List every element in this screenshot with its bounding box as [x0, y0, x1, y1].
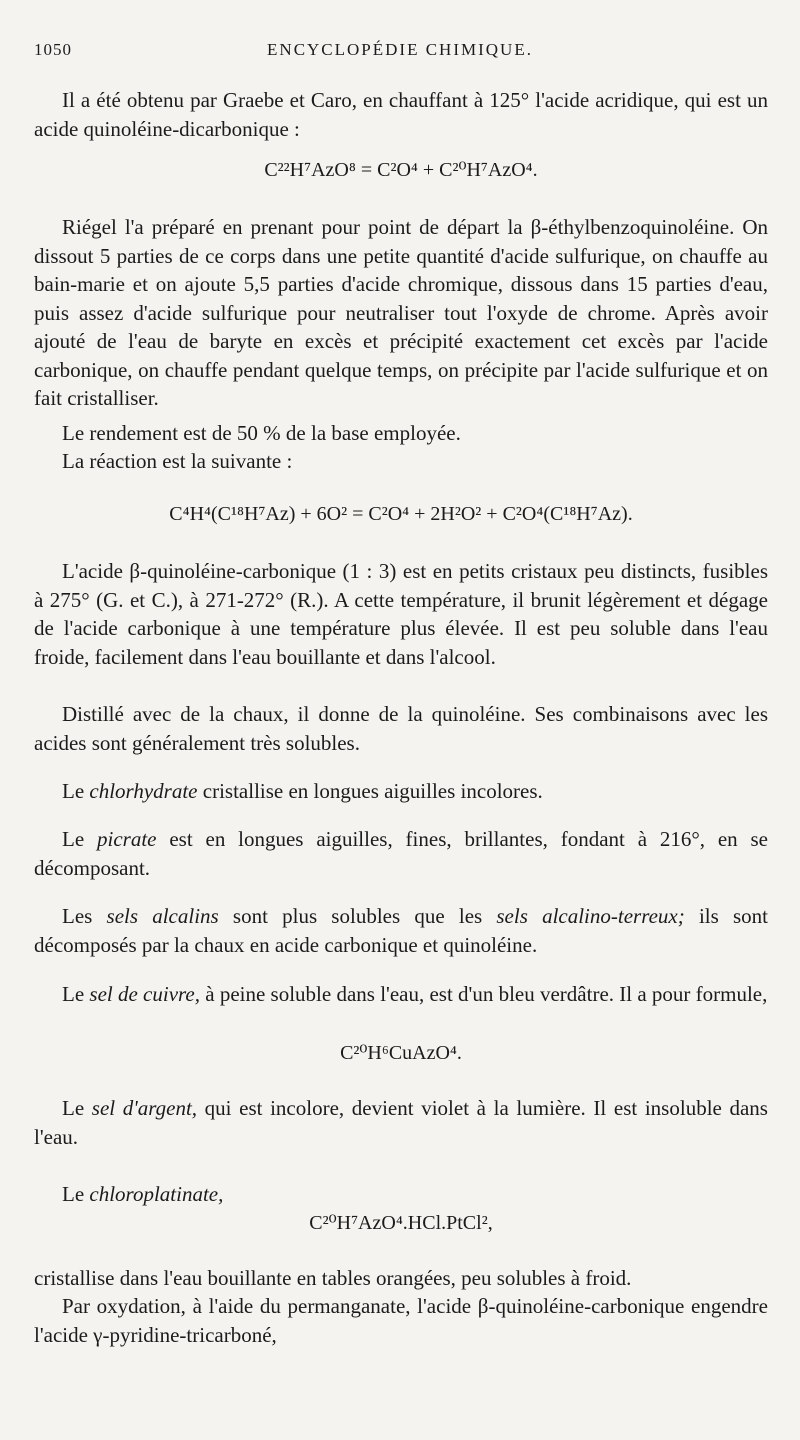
- page-header: [34, 40, 766, 68]
- paragraph-properties: [34, 557, 768, 671]
- paragraph-chloroplatinate: [34, 1180, 768, 1209]
- paragraph-origin: [34, 86, 768, 143]
- formula-1: C²²H⁷AzO⁸ = C²O⁴ + C²⁰H⁷AzO⁴.: [264, 159, 538, 181]
- paragraph-3: Le rendement est de 50 % de la base employée.: [62, 421, 461, 445]
- running-title: ENCYCLOPÉDIE CHIMIQUE.: [267, 40, 533, 59]
- paragraph-7: Le chlorhydrate cristallise en longues aiguilles incolores.: [62, 779, 543, 803]
- paragraph-11: Le sel d'argent, qui est incolore, devient violet à la lumière. Il est insoluble dans l'eau.: [34, 1096, 768, 1149]
- paragraph-distillation: [34, 700, 768, 757]
- paragraph-6: Distillé avec de la chaux, il donne de la quinoléine. Ses combinaisons avec les acides sont généralement très solubles.: [34, 702, 768, 755]
- paragraph-8: Le picrate est en longues aiguilles, fines, brillantes, fondant à 216°, en se décomposant.: [34, 827, 768, 880]
- paragraph-sel-argent: [34, 1094, 768, 1151]
- paragraph-9: Les sels alcalins sont plus solubles que les sels alcalino-terreux; ils sont décomposés par la chaux en acide carbonique et quinoléine.: [34, 904, 768, 957]
- formula-4: C²⁰H⁷AzO⁴.HCl.PtCl²,: [309, 1212, 493, 1234]
- paragraph-13: cristallise dans l'eau bouillante en tables orangées, peu solubles à froid.: [34, 1266, 632, 1290]
- paragraph-12: Le chloroplatinate,: [62, 1182, 224, 1206]
- formula-3: C²⁰H⁶CuAzO⁴.: [340, 1042, 462, 1064]
- paragraph-sels-alcalins: [34, 902, 768, 959]
- paragraph-5: L'acide β-quinoléine-carbonique (1 : 3) est en petits cristaux peu distincts, fusibles à 275° (G. et C.), à 271-272° (R.). A cette température, il brunit légèrement et dégage de l'acide carbonique à une température plus élevée. Il est peu soluble dans l'eau froide, facilement dans l'eau bouillante et dans l'alcool.: [34, 559, 768, 669]
- paragraph-sel-cuivre: [34, 980, 768, 1009]
- paragraph-chlorhydrate: [34, 777, 768, 806]
- paragraph-2: Riégel l'a préparé en prenant pour point de départ la β-éthylbenzoquinoléine. On dissout 5 parties de ce corps dans une petite quantité d'acide sulfurique, on chauffe au bain-marie et on ajoute 5,5 parties d'acide chromique, dissous dans 15 parties d'eau, puis assez d'acide sulfurique pour neutraliser tout l'oxyde de chrome. Après avoir ajouté de l'eau de baryte en excès et précipité exactement cet excès par l'acide carbonique, on chauffe pendant quelque temps, on précipite par l'acide sulfurique et on fait cristalliser.: [34, 215, 768, 410]
- paragraph-1: Il a été obtenu par Graebe et Caro, en chauffant à 125° l'acide acridique, qui est un acide quinoléine-dicarbonique :: [34, 88, 768, 141]
- paragraph-oxydation: [34, 1292, 768, 1349]
- paragraph-10: Le sel de cuivre, à peine soluble dans l'eau, est d'un bleu verdâtre. Il a pour formule,: [62, 982, 768, 1006]
- paragraph-reaction-intro: [34, 447, 768, 476]
- paragraph-4: La réaction est la suivante :: [62, 449, 293, 473]
- paragraph-picrate: [34, 825, 768, 882]
- paragraph-14: Par oxydation, à l'aide du permanganate, l'acide β-quinoléine-carbonique engendre l'acide γ-pyridine-tricarboné,: [34, 1294, 768, 1347]
- paragraph-yield: [34, 419, 768, 448]
- formula-2: C⁴H⁴(C¹⁸H⁷Az) + 6O² = C²O⁴ + 2H²O² + C²O⁴(C¹⁸H⁷Az).: [169, 503, 633, 525]
- paragraph-preparation: [34, 213, 768, 413]
- paragraph-tables: [34, 1264, 768, 1293]
- page-number: 1050: [34, 40, 72, 59]
